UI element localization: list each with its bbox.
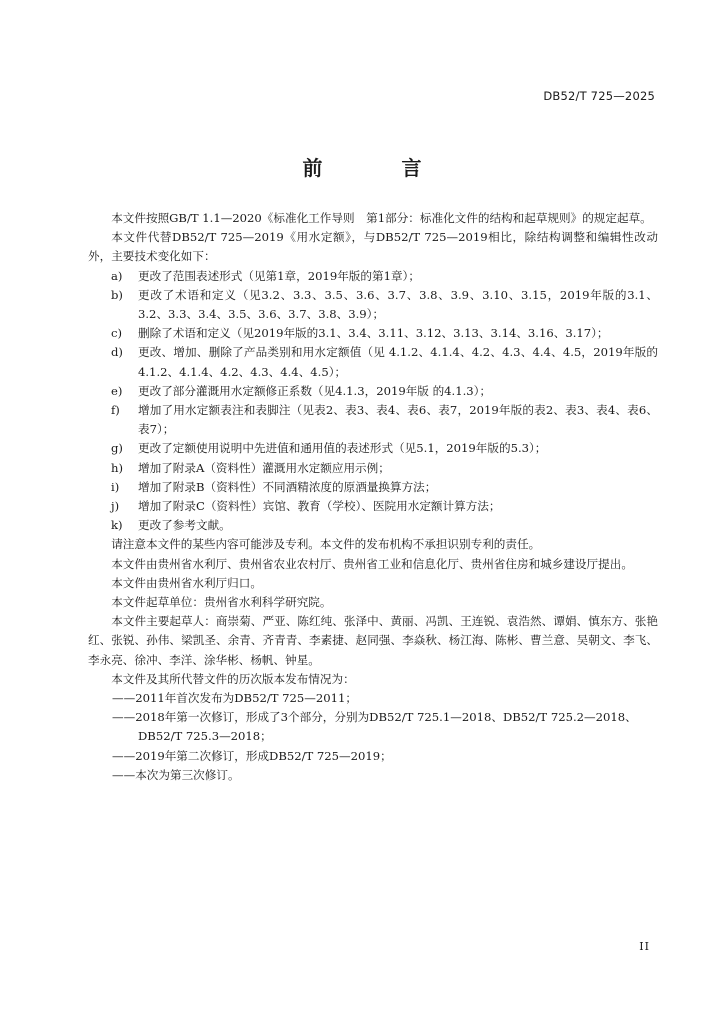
list-item (88, 516, 658, 535)
list-marker: h) (111, 460, 123, 475)
list-item (88, 459, 658, 478)
list-item (88, 286, 658, 324)
paragraph-centralized-unit: 本文件由贵州省水利厅归口。 (111, 575, 262, 590)
list-item (88, 478, 658, 497)
page-title: 前 言 (302, 156, 458, 180)
list-marker: a) (111, 268, 123, 283)
technical-changes-list (88, 267, 658, 536)
list-marker: d) (111, 345, 123, 360)
list-marker: e) (111, 383, 123, 398)
list-item-text: 增加了附录A（资料性）灌溉用水定额应用示例； (138, 460, 390, 475)
list-item-text: 增加了用水定额表注和表脚注（见表2、表3、表4、表6、表7，2019年版的表2、表3、表4、表6、表7）； (138, 403, 658, 437)
paragraph-history-intro: 本文件及其所代替文件的历次版本发布情况为： (111, 671, 355, 686)
list-item (88, 267, 658, 286)
list-marker: b) (111, 287, 123, 302)
history-item (88, 766, 658, 785)
page-number: II (639, 940, 650, 953)
list-item (88, 324, 658, 343)
paragraph-patent-notice: 请注意本文件的某些内容可能涉及专利。本文件的发布机构不承担识别专利的责任。 (111, 537, 541, 552)
list-marker: i) (111, 479, 120, 494)
history-item-text: ——2019年第二次修订，形成DB52/T 725—2019； (112, 748, 392, 763)
version-history-list (88, 689, 658, 785)
paragraph-drafting-unit: 本文件起草单位：贵州省水利科学研究院。 (111, 595, 332, 610)
list-item-text: 更改了部分灌溉用水定额修正系数（见4.1.3，2019年版 的4.1.3）； (138, 383, 492, 398)
list-item-text: 增加了附录C（资料性）宾馆、教育（学校）、医院用水定额计算方法； (138, 499, 501, 514)
history-item-text: ——2011年首次发布为DB52/T 725—2011； (112, 691, 357, 706)
list-item (88, 439, 658, 458)
list-item-text: 增加了附录B（资料性）不同酒精浓度的原酒量换算方法； (138, 479, 437, 494)
list-marker: f) (111, 403, 120, 418)
paragraph-replacement: 本文件代替DB52/T 725—2019《用水定额》，与DB52/T 725—2019相比，除结构调整和编辑性改动外，主要技术变化如下： (88, 230, 658, 264)
preface-body (88, 209, 658, 785)
list-item-text: 更改、增加、删除了产品类别和用水定额值（见 4.1.2、4.1.4、4.2、4.3、4.4、4.5，2019年版的4.1.2、4.1.4、4.2、4.3、4.4、4.5）； (138, 345, 658, 379)
history-item-continuation: DB52/T 725.3—2018； (138, 729, 272, 744)
list-item-text: 更改了范围表述形式（见第1章，2019年版的第1章）； (138, 268, 420, 283)
list-marker: c) (111, 326, 123, 341)
list-marker: g) (111, 441, 123, 456)
list-item (88, 497, 658, 516)
paragraph-drafters: 本文件主要起草人：商崇菊、严亚、陈红纯、张泽中、黄丽、冯凯、王连锐、袁浩然、谭娟、慎东方、张艳红、张锐、孙伟、梁凯圣、余青、齐青青、李素捷、赵同强、李焱秋、杨江海、陈彬、曹兰意、吴朝文、李飞、李永亮、徐冲、李洋、涂华彬、杨帆、钟星。 (88, 614, 658, 667)
list-item (88, 382, 658, 401)
list-item-text: 更改了参考文献。 (138, 518, 231, 533)
list-item-text: 更改了术语和定义（见3.2、3.3、3.5、3.6、3.7、3.8、3.9、3.10、3.15，2019年版的3.1、3.2、3.3、3.4、3.5、3.6、3.7、3.8、3.9）； (138, 287, 658, 322)
document-code: DB52/T 725—2025 (543, 89, 655, 103)
history-item (88, 689, 658, 708)
list-item (88, 343, 658, 381)
list-marker: j) (111, 499, 120, 514)
history-item-text: ——2018年第一次修订，形成了3个部分，分别为DB52/T 725.1—2018、DB52/T 725.2—2018、 (112, 710, 637, 725)
list-item-text: 删除了术语和定义（见2019年版的3.1、3.4、3.11、3.12、3.13、3.14、3.16、3.17）； (138, 326, 609, 341)
history-item (88, 747, 658, 766)
list-item-text: 更改了定额使用说明中先进值和通用值的表述形式（见5.1，2019年版的5.3）； (138, 441, 547, 456)
paragraph-proposer: 本文件由贵州省水利厅、贵州省农业农村厅、贵州省工业和信息化厅、贵州省住房和城乡建设厅提出。 (111, 556, 633, 571)
list-item (88, 401, 658, 439)
history-item-text: ——本次为第三次修订。 (112, 767, 240, 782)
history-item (88, 708, 658, 746)
list-marker: k) (111, 518, 123, 533)
paragraph-drafting-rules: 本文件按照GB/T 1.1—2020《标准化工作导则 第1部分：标准化文件的结构和起草规则》的规定起草。 (111, 211, 652, 225)
